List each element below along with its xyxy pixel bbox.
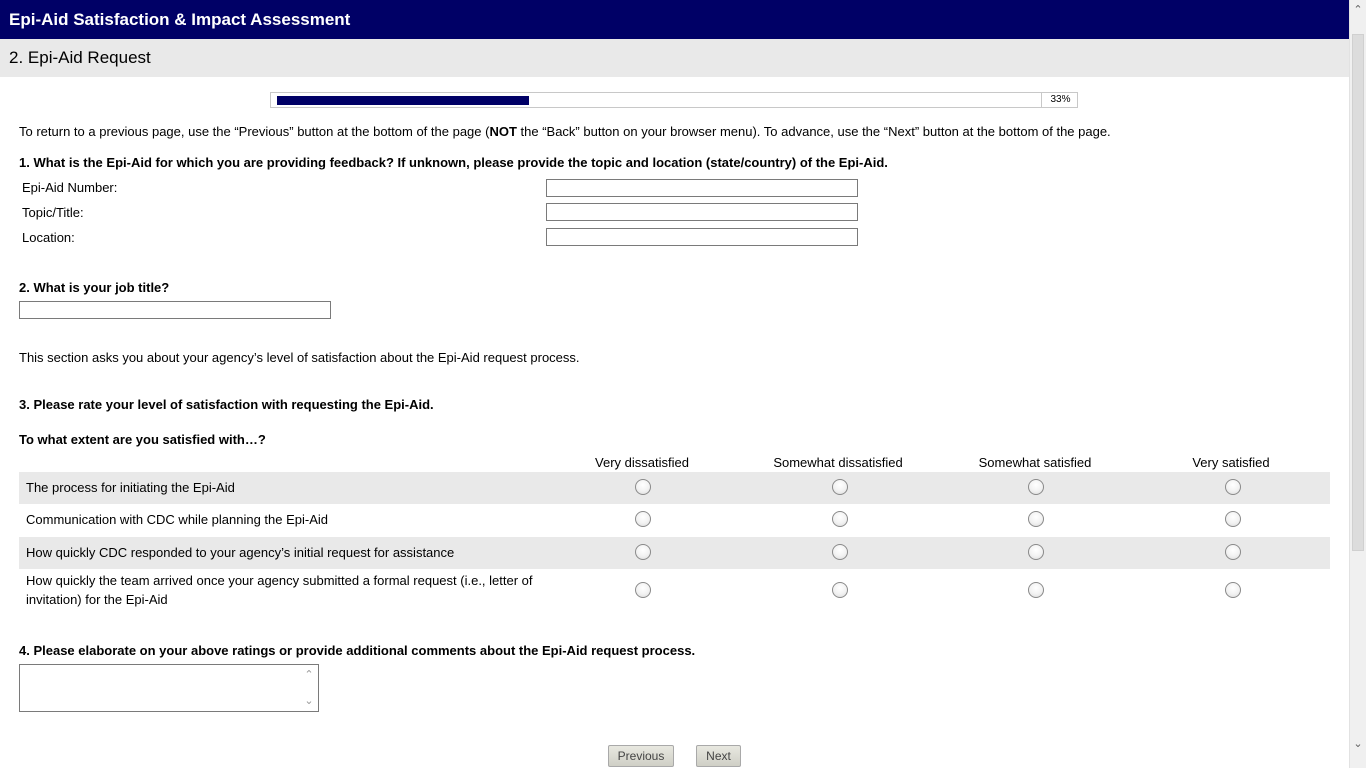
- radio-very-satisfied[interactable]: [1225, 479, 1241, 495]
- scroll-up-icon[interactable]: ⌃: [304, 669, 314, 681]
- scroll-down-arrow-icon[interactable]: ⌄: [1353, 738, 1363, 750]
- rating-row-label: How quickly CDC responded to your agency’s initial request for assistance: [26, 545, 455, 560]
- progress-track: [277, 96, 1041, 105]
- question-4: 4. Please elaborate on your above ratings or provide additional comments about the Epi-Aid request process.: [19, 643, 696, 658]
- scroll-up-arrow-icon[interactable]: ⌃: [1353, 4, 1363, 16]
- epi-aid-number-label: Epi-Aid Number:: [22, 180, 118, 195]
- topic-title-input[interactable]: [546, 203, 858, 221]
- job-title-input[interactable]: [19, 301, 331, 319]
- radio-somewhat-dissatisfied[interactable]: [832, 544, 848, 560]
- radio-somewhat-satisfied[interactable]: [1028, 544, 1044, 560]
- topic-title-label: Topic/Title:: [22, 205, 84, 220]
- radio-somewhat-satisfied[interactable]: [1028, 511, 1044, 527]
- rating-row: [19, 569, 1330, 611]
- rating-row: [19, 472, 1330, 504]
- rating-row: [19, 537, 1330, 569]
- radio-very-dissatisfied[interactable]: [635, 479, 651, 495]
- scale-somewhat-dissatisfied: Somewhat dissatisfied: [773, 455, 903, 470]
- comments-textarea[interactable]: [19, 664, 319, 712]
- scrollbar-thumb[interactable]: [1352, 34, 1364, 551]
- page-scrollbar[interactable]: [1349, 0, 1366, 768]
- radio-somewhat-satisfied[interactable]: [1028, 479, 1044, 495]
- next-button[interactable]: Next: [696, 745, 741, 767]
- question-1: 1. What is the Epi-Aid for which you are providing feedback? If unknown, please provide the topic and location (state/country) of the Epi-Aid.: [19, 155, 888, 170]
- rating-row-label: Communication with CDC while planning the Epi-Aid: [26, 512, 329, 527]
- progress-fill: [277, 96, 529, 105]
- question-2: 2. What is your job title?: [19, 280, 170, 295]
- instructions-part1: To return to a previous page, use the “Previous” button at the bottom of the page (: [19, 124, 490, 139]
- radio-somewhat-dissatisfied[interactable]: [832, 479, 848, 495]
- radio-very-dissatisfied[interactable]: [635, 544, 651, 560]
- rating-row: [19, 504, 1330, 537]
- radio-somewhat-dissatisfied[interactable]: [832, 582, 848, 598]
- radio-very-satisfied[interactable]: [1225, 511, 1241, 527]
- location-input[interactable]: [546, 228, 858, 246]
- question-3: 3. Please rate your level of satisfaction with requesting the Epi-Aid.: [19, 397, 434, 412]
- radio-somewhat-dissatisfied[interactable]: [832, 511, 848, 527]
- location-label: Location:: [22, 230, 75, 245]
- rating-row-label: The process for initiating the Epi-Aid: [26, 480, 235, 495]
- scroll-down-icon[interactable]: ⌄: [304, 695, 314, 707]
- epi-aid-number-input[interactable]: [546, 179, 858, 197]
- radio-very-dissatisfied[interactable]: [635, 511, 651, 527]
- navigation-instructions: [19, 124, 1111, 139]
- question-3-subtext: To what extent are you satisfied with…?: [19, 432, 266, 447]
- instructions-bold: NOT: [489, 124, 517, 139]
- page-title: 2. Epi-Aid Request: [0, 39, 1349, 77]
- radio-somewhat-satisfied[interactable]: [1028, 582, 1044, 598]
- section-intro: This section asks you about your agency’s level of satisfaction about the Epi-Aid request process.: [19, 350, 580, 365]
- scale-somewhat-satisfied: Somewhat satisfied: [978, 455, 1092, 470]
- radio-very-dissatisfied[interactable]: [635, 582, 651, 598]
- scale-very-satisfied: Very satisfied: [1192, 455, 1270, 470]
- previous-button[interactable]: Previous: [608, 745, 674, 767]
- progress-percent: 33%: [1041, 92, 1079, 108]
- survey-title-bar: Epi-Aid Satisfaction & Impact Assessment: [0, 0, 1349, 39]
- instructions-part2: the “Back” button on your browser menu). To advance, use the “Next” button at the bottom of the page.: [516, 124, 1111, 139]
- progress-bar: [270, 92, 1078, 108]
- scale-very-dissatisfied: Very dissatisfied: [595, 455, 689, 470]
- radio-very-satisfied[interactable]: [1225, 582, 1241, 598]
- rating-row-label: How quickly the team arrived once your agency submitted a formal request (i.e., letter of invitation) for the Epi-Aid: [26, 573, 533, 607]
- radio-very-satisfied[interactable]: [1225, 544, 1241, 560]
